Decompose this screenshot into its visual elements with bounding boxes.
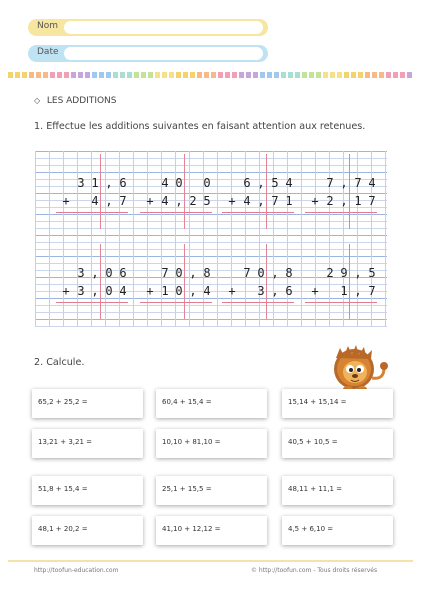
grid-line <box>35 235 387 236</box>
color-dot <box>246 72 251 78</box>
color-dot <box>330 72 335 78</box>
bottom-row-digit: 7 <box>271 194 279 208</box>
color-dot <box>50 72 55 78</box>
calc-expression: 48,1 + 20,2 = <box>38 525 88 533</box>
bottom-row-digit: , <box>175 194 183 208</box>
grid-column-line <box>385 151 386 326</box>
color-dot <box>225 72 230 78</box>
calc-box[interactable] <box>156 476 267 505</box>
addition-operation <box>226 264 296 298</box>
color-dot <box>8 72 13 78</box>
result-line <box>56 212 128 213</box>
color-dot <box>337 72 342 78</box>
top-row-digit: 0 <box>257 266 265 280</box>
bottom-row-digit: 0 <box>105 284 113 298</box>
footer-right-text: © http://toofun.com - Tous droits réservés <box>251 567 378 574</box>
color-dot <box>386 72 391 78</box>
top-row-digit: , <box>189 266 197 280</box>
top-row-digit: 5 <box>368 266 376 280</box>
color-dot <box>106 72 111 78</box>
bottom-row-digit: 4 <box>203 284 211 298</box>
color-dot <box>393 72 398 78</box>
calc-box[interactable] <box>32 429 143 458</box>
result-line <box>140 212 212 213</box>
color-dot <box>400 72 405 78</box>
bottom-row-digit: , <box>271 284 279 298</box>
color-dot <box>78 72 83 78</box>
exercise-1-instruction: 1. Effectue les additions suivantes en faisant attention aux retenues. <box>34 121 366 132</box>
diamond-bullet-icon: ◇ <box>34 96 41 105</box>
calc-expression: 4,5 + 6,10 = <box>288 525 334 533</box>
grid-line <box>35 319 387 320</box>
decimal-guide-line <box>100 244 101 319</box>
top-row-digit: , <box>340 176 348 190</box>
color-dot <box>302 72 307 78</box>
result-line <box>56 302 128 303</box>
name-field-pill <box>28 19 268 36</box>
top-row-digit: 0 <box>203 176 211 190</box>
calc-box[interactable] <box>156 389 267 418</box>
addition-operation <box>309 174 379 208</box>
result-line <box>305 302 377 303</box>
calc-box[interactable] <box>32 516 143 545</box>
bottom-row-sign: + <box>311 194 319 208</box>
grid-line <box>35 172 387 173</box>
grid-line <box>35 221 387 222</box>
grid-column-line <box>49 151 50 326</box>
bottom-row-digit: 7 <box>368 194 376 208</box>
color-dot <box>148 72 153 78</box>
decimal-guide-line <box>266 244 267 319</box>
top-row-digit: 6 <box>119 266 127 280</box>
color-dot <box>155 72 160 78</box>
color-dot <box>190 72 195 78</box>
color-dot <box>29 72 34 78</box>
color-dot <box>253 72 258 78</box>
color-dot <box>232 72 237 78</box>
top-row-digit: 9 <box>340 266 348 280</box>
name-input[interactable] <box>64 21 263 34</box>
color-dot <box>344 72 349 78</box>
calc-expression: 51,8 + 15,4 = <box>38 485 88 493</box>
color-dot <box>92 72 97 78</box>
calc-expression: 48,11 + 11,1 = <box>288 485 343 493</box>
top-row-digit: 1 <box>91 176 99 190</box>
top-row-digit: 4 <box>368 176 376 190</box>
bottom-row-digit: 4 <box>91 194 99 208</box>
section-title <box>34 96 117 106</box>
footer-left-text: http://toofun-education.com <box>34 567 119 574</box>
bottom-row-digit: 0 <box>175 284 183 298</box>
color-dot <box>36 72 41 78</box>
grid-column-line <box>133 151 134 326</box>
lion-mascot-icon <box>326 344 390 392</box>
color-dot <box>43 72 48 78</box>
decorative-color-band <box>8 72 413 79</box>
color-dot <box>407 72 412 78</box>
bottom-row-digit: , <box>189 284 197 298</box>
top-row-digit: , <box>105 176 113 190</box>
decimal-guide-line <box>184 244 185 319</box>
grid-line <box>35 312 387 313</box>
decimal-guide-line <box>349 154 350 229</box>
color-dot <box>85 72 90 78</box>
grid-line <box>35 305 387 306</box>
color-dot <box>267 72 272 78</box>
top-row-digit: 7 <box>354 176 362 190</box>
bottom-row-digit: 1 <box>161 284 169 298</box>
calc-box[interactable] <box>156 429 267 458</box>
calc-box[interactable] <box>32 389 143 418</box>
color-dot <box>64 72 69 78</box>
grid-line <box>35 214 387 215</box>
calc-box[interactable] <box>156 516 267 545</box>
calc-box[interactable] <box>282 476 393 505</box>
bottom-row-digit: 4 <box>161 194 169 208</box>
bottom-row-digit: 3 <box>257 284 265 298</box>
bottom-row-digit: 2 <box>326 194 334 208</box>
color-dot <box>218 72 223 78</box>
top-row-digit: , <box>257 176 265 190</box>
bottom-row-sign: + <box>62 284 70 298</box>
bottom-row-digit: 4 <box>119 284 127 298</box>
calc-expression: 15,14 + 15,14 = <box>288 398 347 406</box>
grid-line <box>35 151 387 152</box>
exercise-2-instruction: 2. Calcule. <box>34 357 85 368</box>
color-dot <box>71 72 76 78</box>
bottom-row-digit: , <box>354 284 362 298</box>
grid-column-line <box>35 151 36 326</box>
calc-box[interactable] <box>32 476 143 505</box>
color-dot <box>57 72 62 78</box>
color-dot <box>281 72 286 78</box>
top-row-digit: 3 <box>77 176 85 190</box>
calc-box[interactable] <box>282 429 393 458</box>
grid-column-line <box>217 151 218 326</box>
color-dot <box>183 72 188 78</box>
color-dot <box>162 72 167 78</box>
top-row-digit: 7 <box>161 266 169 280</box>
color-dot <box>211 72 216 78</box>
bottom-row-digit: 5 <box>203 194 211 208</box>
top-row-digit: 8 <box>203 266 211 280</box>
color-dot <box>351 72 356 78</box>
bottom-row-sign: + <box>62 194 70 208</box>
decimal-guide-line <box>184 154 185 229</box>
calc-expression: 10,10 + 81,10 = <box>162 438 221 446</box>
bottom-row-digit: 4 <box>243 194 251 208</box>
section-title-text: LES ADDITIONS <box>46 96 117 106</box>
color-dot <box>141 72 146 78</box>
top-row-digit: , <box>91 266 99 280</box>
bottom-row-sign: + <box>311 284 319 298</box>
grid-line <box>35 165 387 166</box>
color-dot <box>197 72 202 78</box>
grid-line <box>35 242 387 243</box>
top-row-digit: 3 <box>77 266 85 280</box>
grid-line <box>35 326 387 327</box>
color-dot <box>176 72 181 78</box>
color-dot <box>120 72 125 78</box>
top-row-digit: 4 <box>285 176 293 190</box>
calc-expression: 41,10 + 12,12 = <box>162 525 221 533</box>
bottom-row-sign: + <box>146 284 154 298</box>
calc-expression: 65,2 + 25,2 = <box>38 398 88 406</box>
top-row-digit: 6 <box>119 176 127 190</box>
bottom-row-digit: 7 <box>368 284 376 298</box>
color-dot <box>134 72 139 78</box>
grid-line <box>35 228 387 229</box>
color-dot <box>113 72 118 78</box>
addition-operation <box>60 174 130 208</box>
addition-operation <box>144 174 214 208</box>
top-row-digit: 7 <box>243 266 251 280</box>
decimal-guide-line <box>266 154 267 229</box>
addition-operation <box>144 264 214 298</box>
color-dot <box>316 72 321 78</box>
top-row-digit: 4 <box>161 176 169 190</box>
bottom-row-digit: 1 <box>285 194 293 208</box>
top-row-digit: 8 <box>285 266 293 280</box>
bottom-row-digit: 3 <box>77 284 85 298</box>
color-dot <box>365 72 370 78</box>
color-dot <box>169 72 174 78</box>
calc-expression: 25,1 + 15,5 = <box>162 485 212 493</box>
grid-line <box>35 249 387 250</box>
calc-expression: 13,21 + 3,21 = <box>38 438 93 446</box>
calc-box[interactable] <box>282 516 393 545</box>
top-row-digit: 6 <box>243 176 251 190</box>
bottom-row-sign: + <box>228 194 236 208</box>
color-dot <box>309 72 314 78</box>
top-row-digit: , <box>354 266 362 280</box>
top-row-digit: 0 <box>175 176 183 190</box>
bottom-row-digit: 1 <box>340 284 348 298</box>
date-input[interactable] <box>64 47 263 60</box>
color-dot <box>239 72 244 78</box>
date-label: Date <box>37 47 59 57</box>
result-line <box>140 302 212 303</box>
bottom-row-digit: , <box>105 194 113 208</box>
color-dot <box>15 72 20 78</box>
color-dot <box>204 72 209 78</box>
calc-box[interactable] <box>282 389 393 418</box>
color-dot <box>288 72 293 78</box>
bottom-row-sign: + <box>228 284 236 298</box>
grid-line <box>35 158 387 159</box>
color-dot <box>372 72 377 78</box>
grid-line <box>35 256 387 257</box>
color-dot <box>295 72 300 78</box>
footer-line <box>8 560 413 562</box>
top-row-digit: 0 <box>175 266 183 280</box>
calc-expression: 40,5 + 10,5 = <box>288 438 338 446</box>
decimal-guide-line <box>349 244 350 319</box>
color-dot <box>323 72 328 78</box>
grid-column-line <box>301 151 302 326</box>
top-row-digit: 7 <box>326 176 334 190</box>
addition-operation <box>60 264 130 298</box>
name-label: Nom <box>37 21 59 31</box>
top-row-digit: 5 <box>271 176 279 190</box>
addition-operation <box>309 264 379 298</box>
addition-operation <box>226 174 296 208</box>
top-row-digit: 0 <box>105 266 113 280</box>
decimal-guide-line <box>100 154 101 229</box>
bottom-row-digit: , <box>91 284 99 298</box>
result-line <box>222 212 294 213</box>
bottom-row-digit: 7 <box>119 194 127 208</box>
bottom-row-sign: + <box>146 194 154 208</box>
calc-expression: 60,4 + 15,4 = <box>162 398 212 406</box>
color-dot <box>358 72 363 78</box>
top-row-digit: 2 <box>326 266 334 280</box>
color-dot <box>379 72 384 78</box>
bottom-row-digit: , <box>257 194 265 208</box>
color-dot <box>22 72 27 78</box>
bottom-row-digit: 6 <box>285 284 293 298</box>
color-dot <box>260 72 265 78</box>
color-dot <box>274 72 279 78</box>
color-dot <box>127 72 132 78</box>
top-row-digit: , <box>271 266 279 280</box>
color-dot <box>99 72 104 78</box>
result-line <box>305 212 377 213</box>
result-line <box>222 302 294 303</box>
bottom-row-digit: 2 <box>189 194 197 208</box>
bottom-row-digit: , <box>340 194 348 208</box>
bottom-row-digit: 1 <box>354 194 362 208</box>
date-field-pill <box>28 45 268 62</box>
